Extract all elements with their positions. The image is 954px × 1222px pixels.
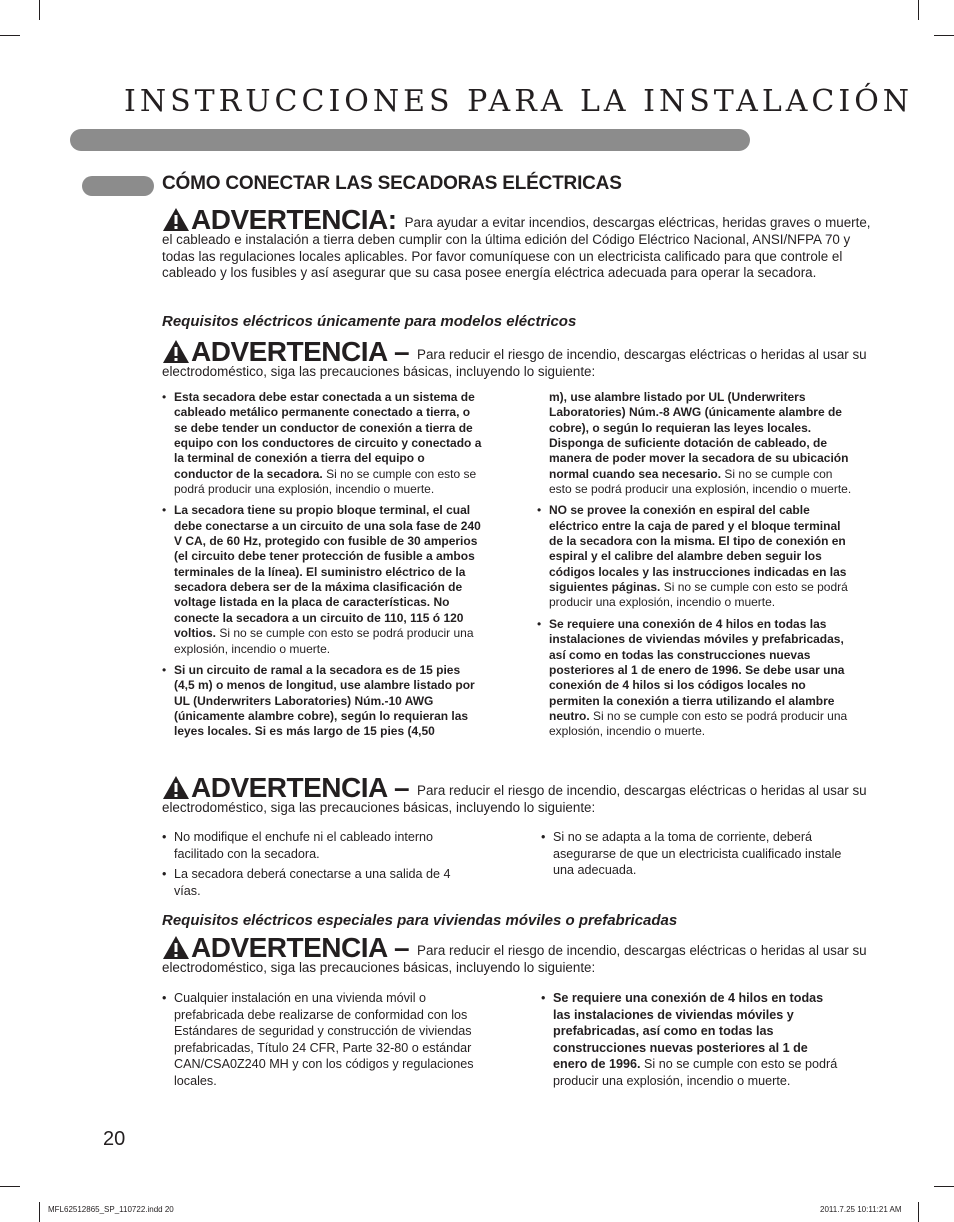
warning-triangle-icon: [162, 775, 190, 800]
list-item-continued: m), use alambre listado por UL (Underwriters Laboratories) Núm.-8 AWG (únicamente alambre de cobre), o según lo requieran las leyes locales. Disponga de suficiente dotación de cableado, de manera de poder mover la secadora de su ubicación normal cuando sea necesario. Si no se cumple con esto se podrá producir una explosión, incendio o muerte.: [549, 390, 852, 497]
list-item: • Esta secadora debe estar conectada a un sistema de cableado metálico permanente conectado a tierra, o se debe tender un conductor de conexión a tierra de equipo con los conductores de circuito y conectado a la terminal de conexión a tierra del equipo o conductor de la secadora. Si no se cumple con esto se podrá producir una explosión, incendio o muerte.: [162, 390, 482, 497]
warning-block-1: [162, 204, 872, 282]
list-electric-right: [537, 390, 857, 746]
warning-text: Para reducir el riesgo de incendio, descargas eléctricas o heridas al usar su electrodoméstico, siga las precauciones básicas, incluyendo lo siguiente:: [162, 943, 867, 975]
subhead-mobile-homes: Requisitos eléctricos especiales para viviendas móviles o prefabricadas: [162, 912, 678, 929]
warning-triangle-icon: [162, 339, 190, 364]
list-item: • Cualquier instalación en una vivienda móvil o prefabricada debe realizarse de conformidad con los Estándares de seguridad y construcción de viviendas prefabricadas, Título 24 CFR, Parte 32-80 o estándar CAN/CSA0Z240 MH y con los códigos y regulaciones locales.: [162, 991, 474, 1088]
list-mobile-right: [541, 990, 841, 1094]
warning-block-3: [162, 772, 872, 817]
crop-mark: [0, 35, 20, 36]
warning-text: Para reducir el riesgo de incendio, descargas eléctricas o heridas al usar su electrodoméstico, siga las precauciones básicas, incluyendo lo siguiente:: [162, 783, 867, 815]
list-item: • Se requiere una conexión de 4 hilos en todas las instalaciones de viviendas móviles y prefabricadas, así como en todas las construcciones nuevas posteriores al 1 de enero de 1996. Se debe usar una conexión de 4 hilos si los códigos locales no permiten la conexión a tierra utilizando el alambre neutro. Si no se cumple con esto se podrá producir una explosión, incendio o muerte.: [537, 616, 848, 739]
warning-block-2: [162, 336, 872, 381]
warning-heading: ADVERTENCIA –: [162, 932, 409, 963]
warning-text: Para reducir el riesgo de incendio, descargas eléctricas o heridas al usar su electrodoméstico, siga las precauciones básicas, incluyendo lo siguiente:: [162, 347, 867, 379]
title-bar: [70, 129, 750, 151]
list-item: • No modifique el enchufe ni el cableado interno facilitado con la secadora.: [162, 830, 434, 861]
subhead-electric-models: Requisitos eléctricos únicamente para modelos eléctricos: [162, 313, 577, 330]
list-item: • Se requiere una conexión de 4 hilos en todas las instalaciones de viviendas móviles y prefabricadas, así como en todas las construcciones nuevas posteriores al 1 de enero de 1996. Si no se cumple con esto se podrá producir una explosión, incendio o muerte.: [541, 991, 838, 1088]
list-item: • La secadora deberá conectarse a una salida de 4 vías.: [162, 867, 451, 898]
warning-triangle-icon: [162, 207, 190, 232]
section-heading: CÓMO CONECTAR LAS SECADORAS ELÉCTRICAS: [162, 173, 622, 194]
crop-mark: [0, 1186, 20, 1187]
crop-mark: [39, 1202, 40, 1222]
page-number: 20: [103, 1128, 126, 1150]
crop-mark: [934, 35, 954, 36]
list-electric-left: [162, 390, 482, 746]
warning-heading: ADVERTENCIA –: [162, 336, 409, 367]
list-item: • La secadora tiene su propio bloque terminal, el cual debe conectarse a un circuito de una sola fase de 240 V CA, de 60 Hz, protegido con fusible de 30 amperios (el circuito debe tener protección de fusible a ambos terminales de la línea). El suministro eléctrico de la secadora debera ser de la máxima clasificación de voltage listada en la placa de características. No conecte la secadora a un circuito de 110, 115 ó 120 voltios. Si no se cumple con esto se podrá producir una explosión, incendio o muerte.: [162, 503, 481, 656]
section-pill: [82, 176, 154, 196]
crop-mark: [918, 1202, 919, 1222]
list-item: • Si un circuito de ramal a la secadora es de 15 pies (4,5 m) o menos de longitud, use alambre listado por UL (Underwriters Laboratories) Núm.-10 AWG (únicamente alambre cobre), según lo requieran las leyes locales. Si es más largo de 15 pies (4,50: [162, 662, 475, 739]
list-plug-left: [162, 829, 472, 903]
footer-file-info: MFL62512865_SP_110722.indd 20: [48, 1205, 174, 1214]
warning-block-4: [162, 932, 872, 977]
list-plug-right: [541, 829, 861, 883]
list-item: • Si no se adapta a la toma de corriente, deberá asegurarse de que un electricista cualificado instale una adecuada.: [541, 830, 842, 878]
crop-mark: [39, 0, 40, 20]
warning-heading: ADVERTENCIA –: [162, 772, 409, 803]
warning-heading: ADVERTENCIA:: [162, 204, 397, 235]
page-title: INSTRUCCIONES PARA LA INSTALACIÓN: [124, 84, 914, 119]
crop-mark: [934, 1186, 954, 1187]
crop-mark: [918, 0, 919, 20]
list-item: • NO se provee la conexión en espiral del cable eléctrico entre la caja de pared y el bloque terminal de la secadora con la misma. El tipo de conexión en espiral y el calibre del alambre deben seguir los códigos locales y las instrucciones indicadas en las siguientes páginas. Si no se cumple con esto se podrá producir una explosión, incendio o muerte.: [537, 503, 848, 610]
list-mobile-left: [162, 990, 497, 1094]
warning-text: Para ayudar a evitar incendios, descargas eléctricas, heridas graves o muerte, el cableado e instalación a tierra deben cumplir con la última edición del Código Eléctrico Nacional, ANSI/NFPA 70 y todas las regulaciones locales aplicables. Por favor comuníquese con un electricista calificado para que controle el cableado y los fusibles y así asegurar que su casa posee energía eléctrica adecuada para operar la secadora.: [162, 215, 871, 280]
footer-timestamp: 2011.7.25 10:11:21 AM: [820, 1205, 902, 1214]
warning-triangle-icon: [162, 935, 190, 960]
